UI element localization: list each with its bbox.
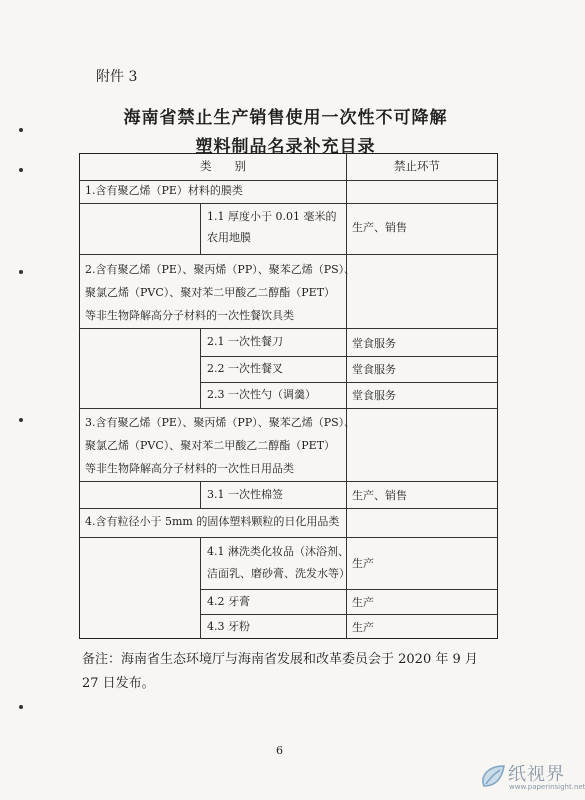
item-text: 4.1 淋洗类化妆品（沐浴剂、 — [207, 545, 349, 558]
category-text: 4.含有粒径小于 5mm 的固体塑料颗粒的日化用品类 — [85, 515, 340, 528]
title-line-1: 海南省禁止生产销售使用一次性不可降解 — [123, 108, 448, 128]
stage-text: 堂食服务 — [352, 337, 396, 350]
category-text: 2.含有聚乙烯（PE）、聚丙烯（PP）、聚苯乙烯（PS）、 — [85, 263, 356, 276]
row-line — [79, 203, 498, 204]
row-line — [79, 537, 498, 538]
item-text: 3.1 一次性棉签 — [207, 488, 283, 501]
stage-text: 生产 — [352, 557, 374, 570]
item-text: 农用地膜 — [207, 231, 251, 244]
category-text: 等非生物降解高分子材料的一次性餐饮具类 — [85, 309, 294, 322]
column-line — [200, 537, 201, 639]
category-text: 等非生物降解高分子材料的一次性日用品类 — [85, 462, 294, 475]
category-text: 1.含有聚乙烯（PE）材料的膜类 — [85, 184, 243, 197]
item-text: 2.3 一次性勺（调羹） — [207, 388, 316, 401]
row-line — [200, 356, 498, 357]
category-text: 3.含有聚乙烯（PE）、聚丙烯（PP）、聚苯乙烯（PS）、 — [85, 416, 356, 429]
header-category: 类 别 — [200, 159, 246, 173]
stage-text: 堂食服务 — [352, 363, 396, 376]
row-line — [200, 382, 498, 383]
binding-mark — [19, 128, 23, 132]
stage-text: 堂食服务 — [352, 389, 396, 402]
row-line — [79, 254, 498, 255]
stage-text: 生产、销售 — [352, 221, 407, 234]
watermark-name: 纸视界 — [508, 764, 565, 785]
stage-text: 生产 — [352, 596, 374, 609]
column-line — [200, 203, 201, 254]
binding-mark — [19, 705, 23, 709]
watermark-url: www.paperinsight.net — [509, 783, 585, 791]
page-number: 6 — [276, 744, 283, 757]
row-line — [79, 408, 498, 409]
item-text: 洁面乳、磨砂膏、洗发水等） — [207, 567, 350, 580]
row-line — [79, 481, 498, 482]
stage-text: 生产 — [352, 621, 374, 634]
binding-mark — [19, 168, 23, 172]
column-line — [200, 481, 201, 508]
category-text: 聚氯乙烯（PVC）、聚对苯二甲酸乙二醇酯（PET） — [85, 286, 336, 299]
item-text: 1.1 厚度小于 0.01 毫米的 — [207, 210, 337, 223]
row-line — [200, 614, 498, 615]
row-line — [200, 589, 498, 590]
item-text: 4.3 牙粉 — [207, 620, 250, 633]
column-line — [200, 328, 201, 408]
binding-mark — [19, 270, 23, 274]
note-line-2: 27 日发布。 — [82, 676, 155, 691]
header-stage: 禁止环节 — [394, 159, 440, 173]
logo-leaf-icon — [478, 762, 508, 792]
attachment-label: 附件 3 — [96, 69, 138, 85]
row-line — [79, 328, 498, 329]
stage-text: 生产、销售 — [352, 489, 407, 502]
binding-mark — [19, 418, 23, 422]
watermark-logo — [478, 760, 585, 796]
row-line — [79, 508, 498, 509]
title-line-2: 塑料制品名录补充目录 — [195, 137, 376, 157]
item-text: 4.2 牙膏 — [207, 595, 250, 608]
note-line-1: 备注：海南省生态环境厅与海南省发展和改革委员会于 2020 年 9 月 — [82, 652, 478, 667]
item-text: 2.1 一次性餐刀 — [207, 335, 283, 348]
item-text: 2.2 一次性餐叉 — [207, 362, 283, 375]
category-text: 聚氯乙烯（PVC）、聚对苯二甲酸乙二醇酯（PET） — [85, 439, 336, 452]
